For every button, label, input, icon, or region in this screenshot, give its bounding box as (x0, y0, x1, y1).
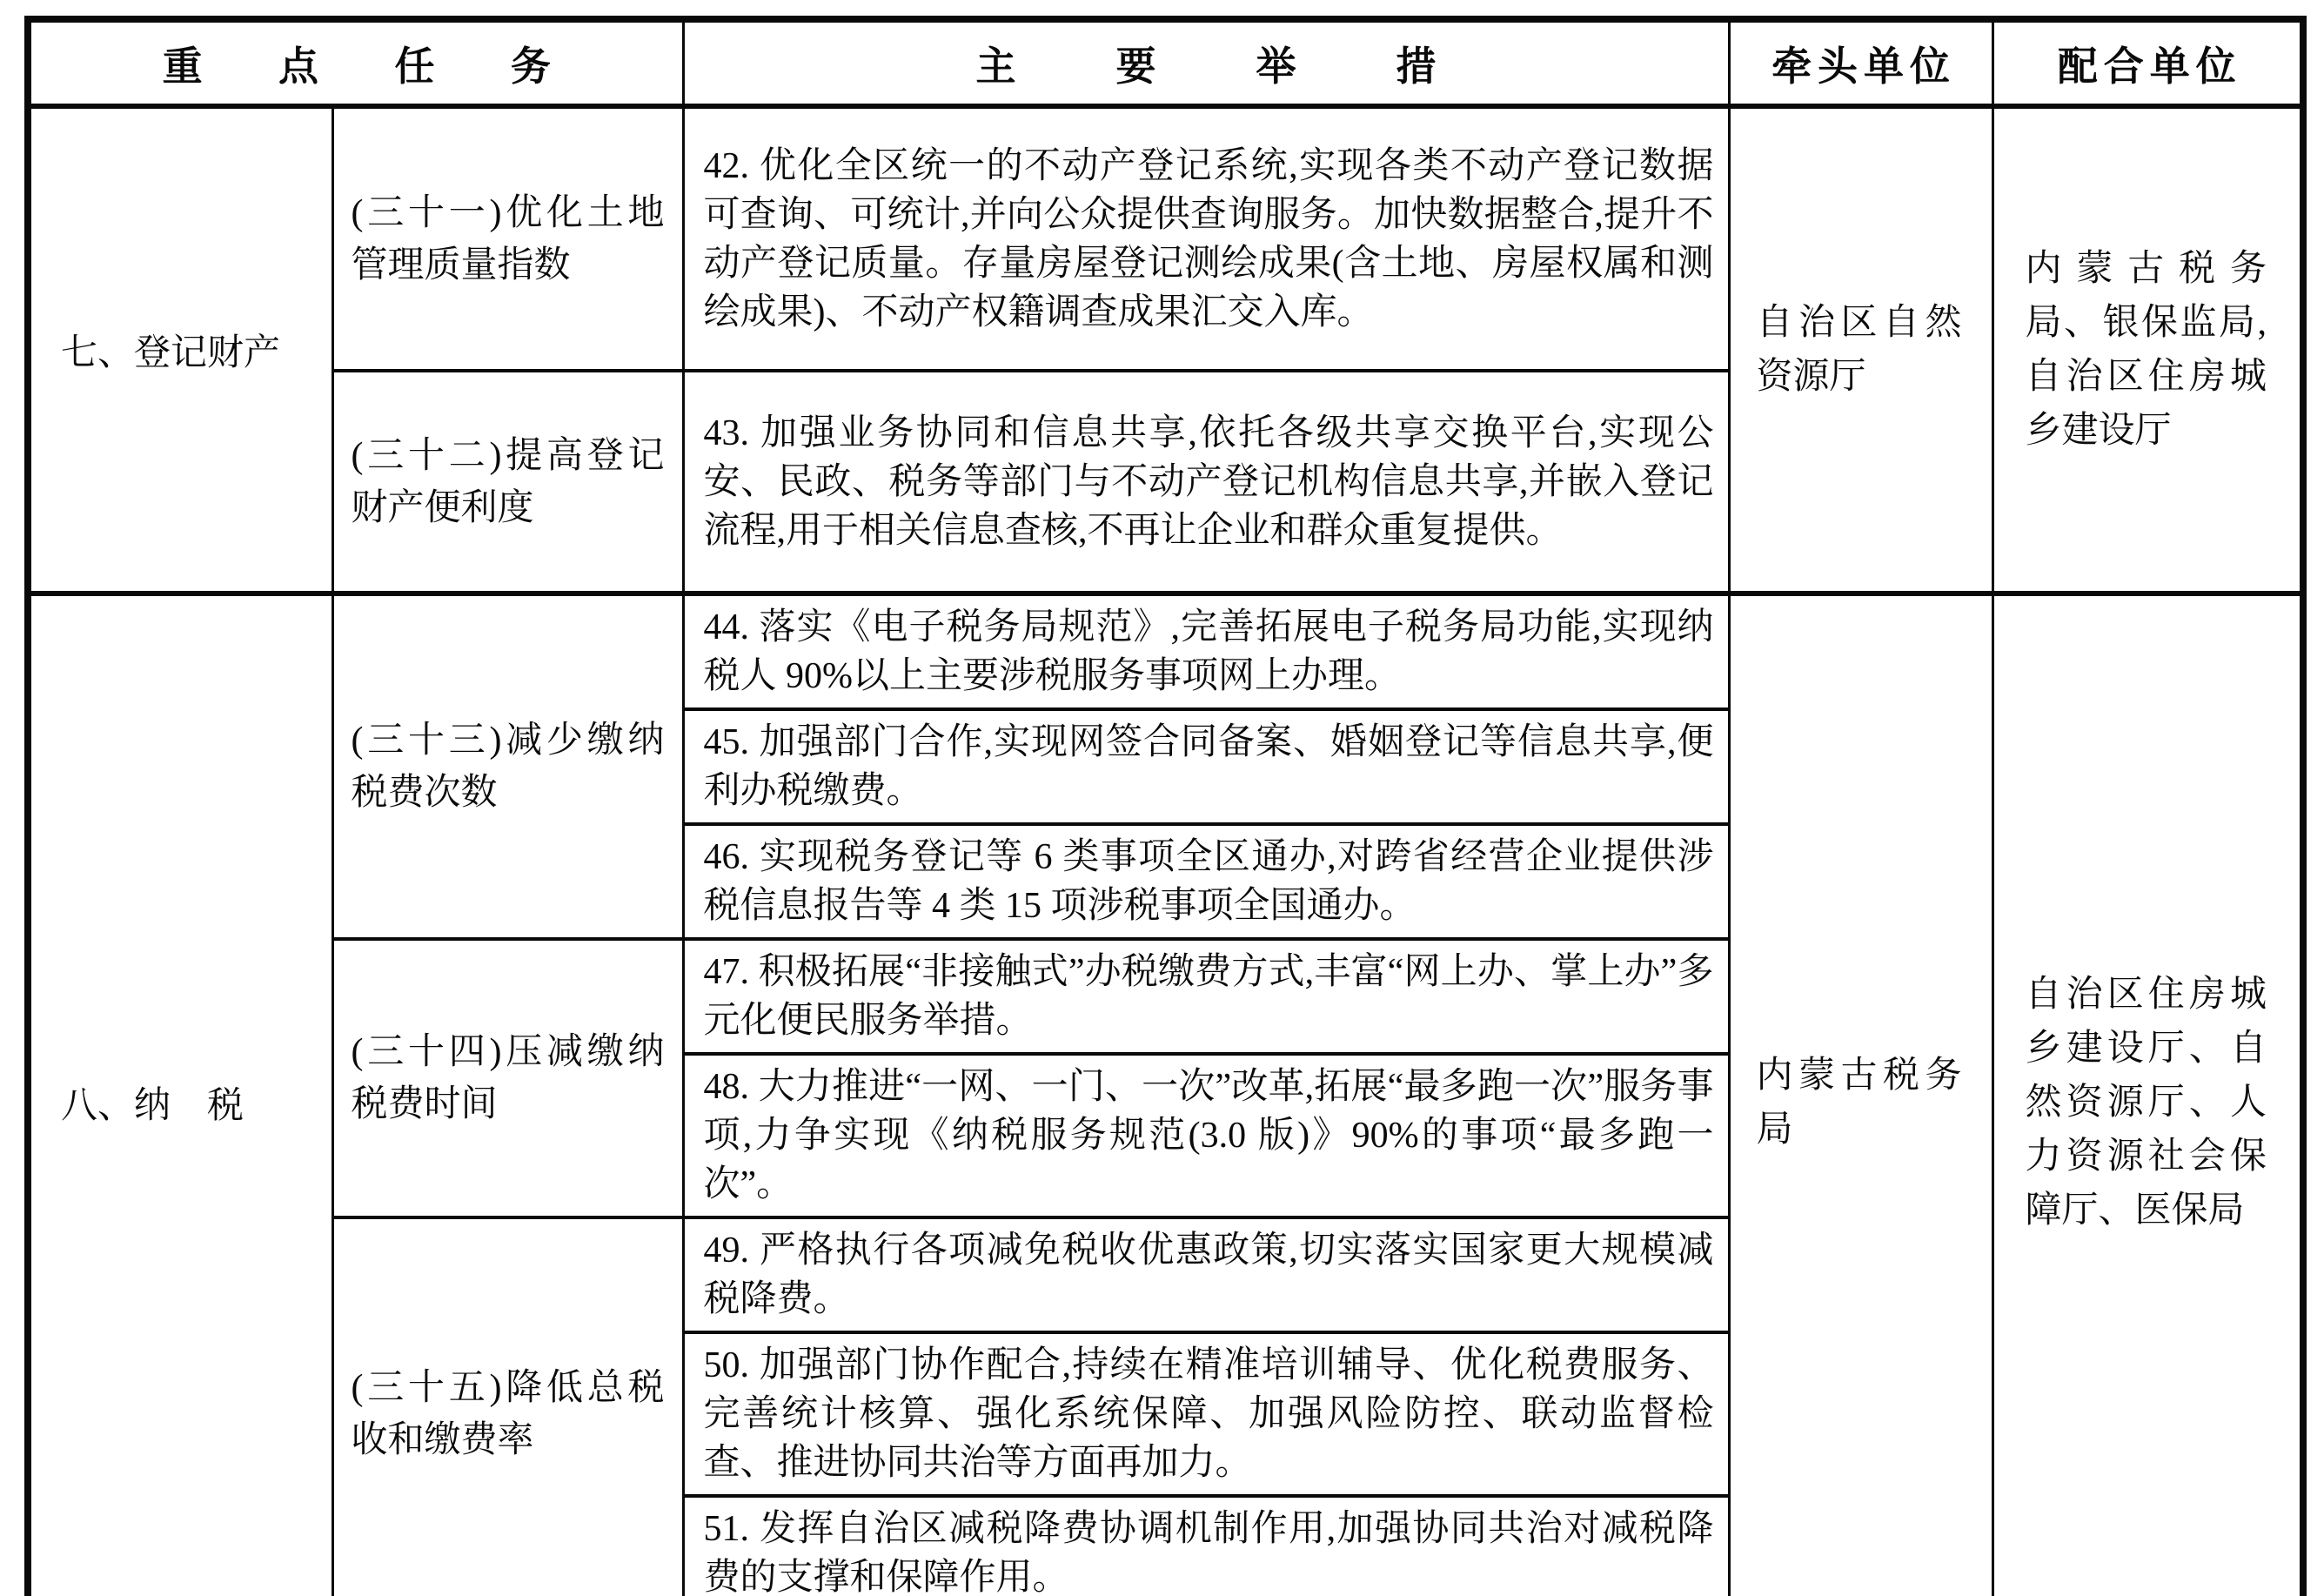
measure-48-cell: 48. 大力推进“一网、一门、一次”改革,拓展“最多跑一次”服务事项,力争实现《纳税服务规范(3.0 版)》90%的事项“最多跑一次”。 (683, 1054, 1729, 1217)
section-7-support-unit-cell: 内蒙古税务局、银保监局,自治区住房城乡建设厅 (1992, 106, 2303, 593)
section-8-support-unit-cell: 自治区住房城乡建设厅、自然资源厅、人力资源社会保障厅、医保局 (1992, 593, 2303, 1596)
header-support-unit (1992, 19, 2303, 106)
header-key-tasks-label: 重点任务 (162, 44, 627, 89)
measure-44-cell: 44. 落实《电子税务局规范》,完善拓展电子税务局功能,实现纳税人 90%以上主要涉税服务事项网上办理。 (683, 593, 1729, 709)
header-support-unit-label: 配合单位 (2057, 44, 2242, 89)
task-33-cell: (三十三)减少缴纳税费次数 (332, 593, 683, 939)
measure-43-cell: 43. 加强业务协同和信息共享,依托各级共享交换平台,实现公安、民政、税务等部门与不动产登记机构信息共享,并嵌入登记流程,用于相关信息查核,不再让企业和群众重复提供。 (683, 371, 1729, 593)
section-7-name-cell: 七、登记财产 (28, 106, 332, 593)
section-8-lead-unit-cell: 内蒙古税务局 (1729, 593, 1992, 1596)
measure-50-cell: 50. 加强部门协作配合,持续在精准培训辅导、优化税费服务、完善统计核算、强化系统保障、加强风险防控、联动监督检查、推进协同共治等方面再加力。 (683, 1332, 1729, 1496)
task-34-cell: (三十四)压减缴纳税费时间 (332, 939, 683, 1217)
measure-47-cell: 47. 积极拓展“非接触式”办税缴费方式,丰富“网上办、掌上办”多元化便民服务举措。 (683, 939, 1729, 1054)
header-key-tasks (28, 19, 683, 106)
measure-51-cell: 51. 发挥自治区减税降费协调机制作用,加强协同共治对减税降费的支撑和保障作用。 (683, 1496, 1729, 1596)
row-task31 (28, 106, 2303, 371)
measure-46-cell: 46. 实现税务登记等 6 类事项全区通办,对跨省经营企业提供涉税信息报告等 4 类 15 项涉税事项全国通办。 (683, 824, 1729, 939)
task-32-cell: (三十二)提高登记财产便利度 (332, 371, 683, 593)
task-31-cell: (三十一)优化土地管理质量指数 (332, 106, 683, 371)
task-measures-table (24, 16, 2307, 1596)
header-lead-unit-label: 牵头单位 (1771, 44, 1956, 89)
header-row (28, 19, 2303, 106)
measure-45-cell: 45. 加强部门合作,实现网签合同备案、婚姻登记等信息共享,便利办税缴费。 (683, 709, 1729, 824)
header-main-measures-label: 主要举措 (975, 44, 1537, 89)
task-35-cell: (三十五)降低总税收和缴费率 (332, 1217, 683, 1596)
row-measure44 (28, 593, 2303, 709)
measure-49-cell: 49. 严格执行各项减免税收优惠政策,切实落实国家更大规模减税降费。 (683, 1217, 1729, 1332)
measure-42-cell: 42. 优化全区统一的不动产登记系统,实现各类不动产登记数据可查询、可统计,并向公众提供查询服务。加快数据整合,提升不动产登记质量。存量房屋登记测绘成果(含土地、房屋权属和测绘成果)、不动产权籍调查成果汇交入库。 (683, 106, 1729, 371)
header-lead-unit (1729, 19, 1992, 106)
section-7-lead-unit-cell: 自治区自然资源厅 (1729, 106, 1992, 593)
section-8-name-cell: 八、纳 税 (28, 593, 332, 1596)
header-main-measures (683, 19, 1729, 106)
